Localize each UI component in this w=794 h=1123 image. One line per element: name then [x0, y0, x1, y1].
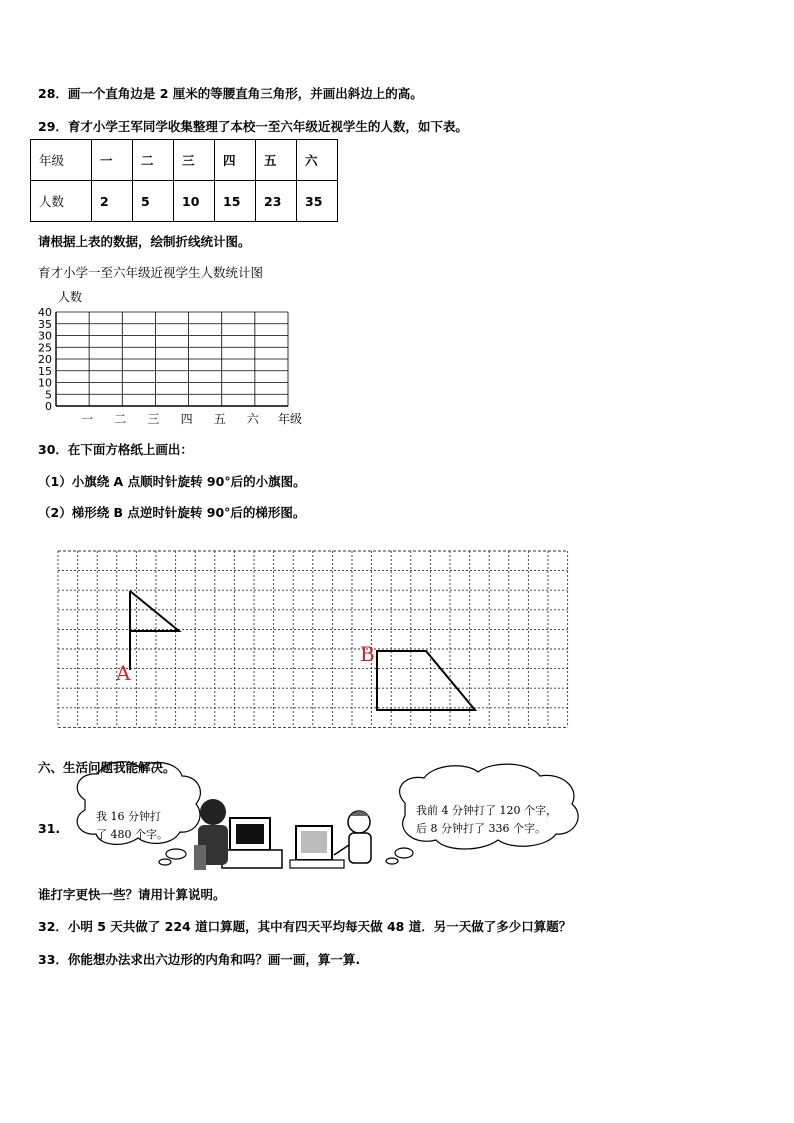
table-cell: 23	[256, 181, 297, 222]
table-header-grade: 年级	[31, 140, 92, 181]
section-6-heading: 六、生活问题我能解决。	[38, 760, 176, 775]
question-28: 28．画一个直角边是 2 厘米的等腰直角三角形，并画出斜边上的高。	[38, 86, 423, 101]
point-a-label: A	[116, 661, 131, 685]
flag-figure	[130, 591, 179, 670]
question-31-text: 谁打字更快一些？请用计算说明。	[38, 887, 226, 902]
speech-bubble-right	[386, 764, 578, 864]
bubble-right-line-2: 后 8 分钟打了 336 个字。	[416, 822, 546, 835]
table-cell: 六	[297, 140, 338, 181]
nearsighted-table	[30, 139, 338, 222]
boy-at-computer-icon	[194, 799, 282, 870]
chart-ylabel: 人数	[58, 290, 83, 304]
chart-y-tick-label: 10	[38, 376, 52, 390]
chart-y-tick-label: 40	[38, 306, 52, 319]
question-32: 32．小明 5 天共做了 224 道口算题，其中有四天平均每天做 48 道．另一天做了多少口算题？	[38, 919, 572, 934]
table-cell: 35	[297, 181, 338, 222]
table-row-grade	[31, 140, 338, 181]
chart-title: 育才小学一至六年级近视学生人数统计图	[38, 265, 264, 280]
table-cell: 五	[256, 140, 297, 181]
table-cell: 2	[92, 181, 133, 222]
speech-bubble-left	[77, 762, 200, 865]
question-30-part-2: （2）梯形绕 B 点逆时针旋转 90°后的梯形图。	[38, 505, 306, 520]
trapezoid-figure	[377, 651, 475, 710]
table-cell: 15	[215, 181, 256, 222]
chart-x-tick-label: 一	[81, 412, 94, 426]
table-cell: 二	[133, 140, 174, 181]
chart-y-tick-label: 30	[38, 329, 52, 343]
chart-y-tick-label: 20	[38, 353, 52, 366]
bubble-right-line-1: 我前 4 分钟打了 120 个字，	[416, 804, 557, 817]
table-cell: 三	[174, 140, 215, 181]
girl-at-computer-icon	[290, 811, 371, 868]
chart-y-tick-label: 25	[38, 341, 52, 355]
chart-x-tick-label: 三	[147, 412, 160, 426]
bubble-left-line-1: 我 16 分钟打	[96, 810, 161, 823]
table-cell: 5	[133, 181, 174, 222]
question-33: 33．你能想办法求出六边形的内角和吗？画一画，算一算.	[38, 952, 361, 967]
point-b-label: B	[360, 642, 375, 666]
chart-x-tick-label: 二	[114, 412, 127, 426]
question-30-part-1: （1）小旗绕 A 点顺时针旋转 90°后的小旗图。	[38, 474, 306, 489]
chart-xlabel: 年级	[278, 412, 303, 426]
table-cell: 四	[215, 140, 256, 181]
question-29: 29．育才小学王军同学收集整理了本校一至六年级近视学生的人数，如下表。	[38, 119, 468, 134]
bubble-left-line-2: 了 480 个字。	[96, 828, 168, 841]
chart-x-tick-label: 四	[180, 412, 193, 426]
chart-instruction: 请根据上表的数据，绘制折线统计图。	[38, 234, 251, 249]
table-cell: 一	[92, 140, 133, 181]
chart-y-tick-label: 5	[45, 388, 52, 402]
table-row-count	[31, 181, 338, 222]
table-cell: 10	[174, 181, 215, 222]
question-30: 30．在下面方格纸上画出：	[38, 442, 193, 457]
chart-x-tick-label: 五	[213, 412, 226, 426]
chart-y-tick-label: 15	[38, 364, 52, 378]
chart-y-tick-label: 0	[45, 400, 52, 413]
question-31-number: 31.	[38, 821, 61, 836]
chart-y-tick-label: 35	[38, 317, 52, 331]
table-header-count: 人数	[31, 181, 92, 222]
chart-x-tick-label: 六	[246, 412, 259, 426]
